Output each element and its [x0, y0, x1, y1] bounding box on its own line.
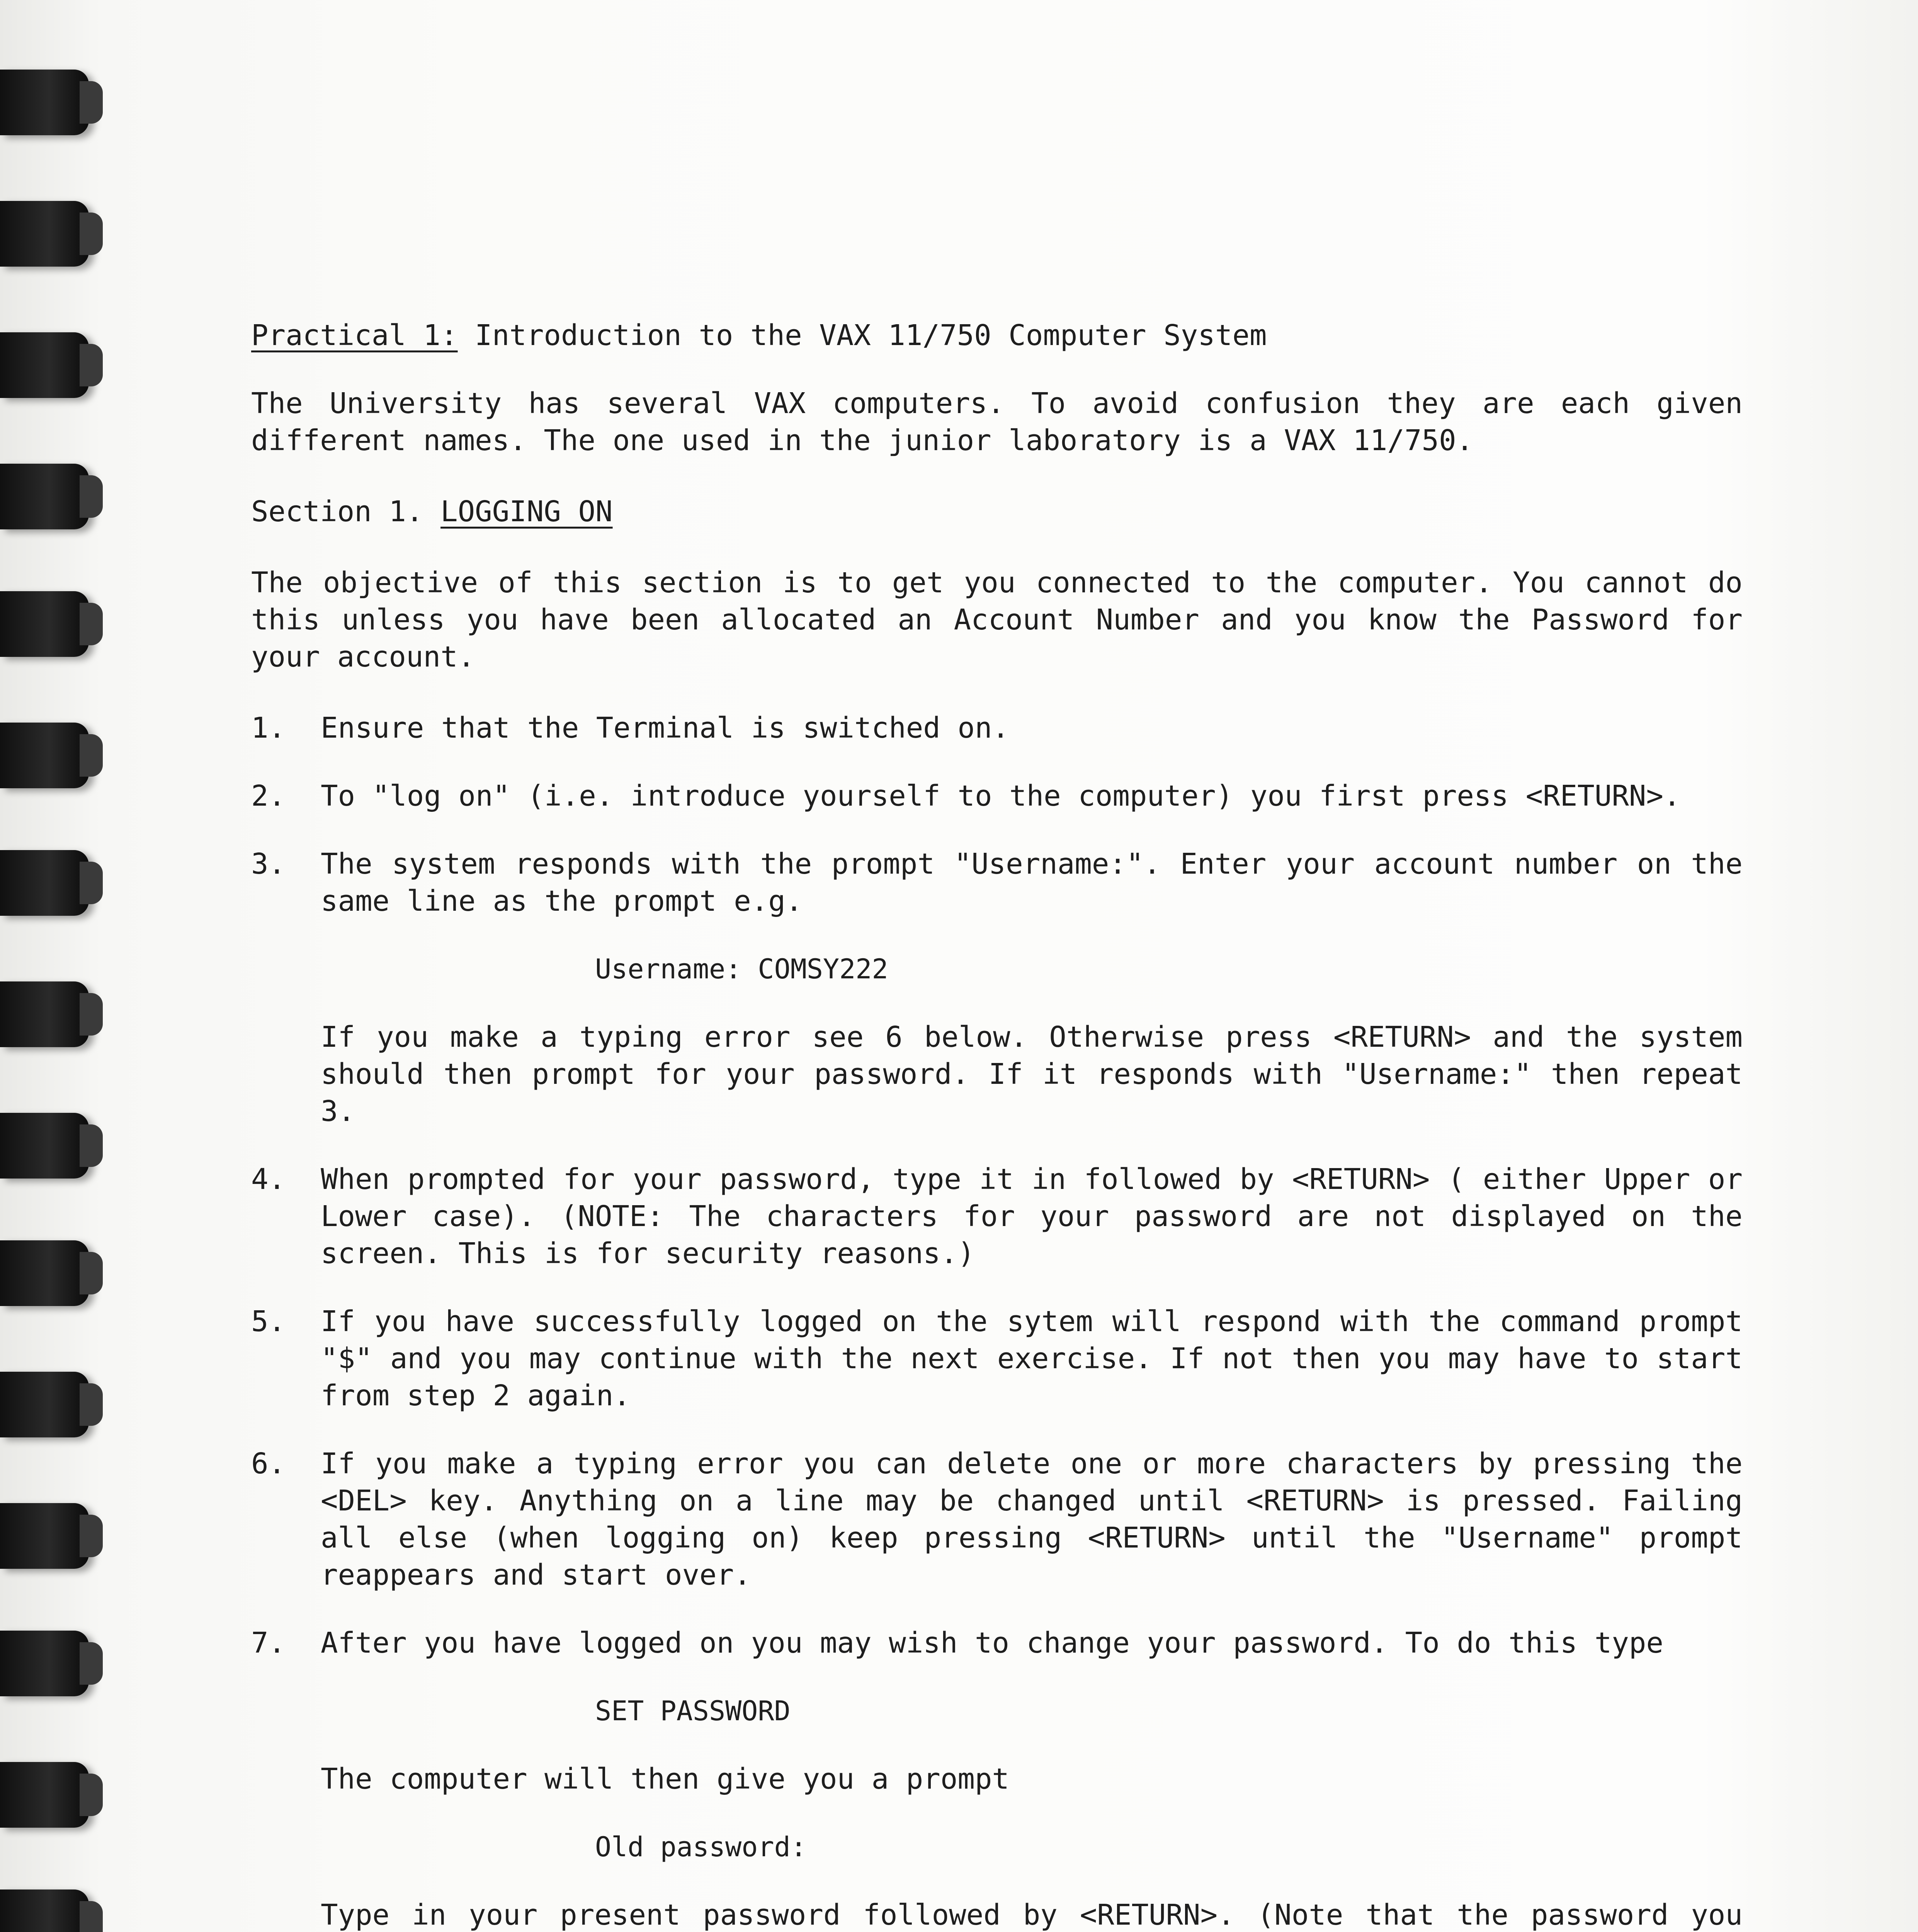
list-item [251, 709, 1743, 747]
binding-ring [0, 591, 89, 657]
binding-ring [0, 1372, 89, 1437]
binding-ring [0, 1889, 89, 1932]
list-item-text: After you have logged on you may wish to change your password. To do this type [321, 1626, 1664, 1660]
binding-ring [0, 1503, 89, 1569]
objective-paragraph: The objective of this section is to get you connected to the computer. You cannot do this unless you have been allocated an Account Number and you know the Password for your account. [251, 566, 1743, 673]
section-heading [251, 493, 1743, 530]
list-item-text: The system responds with the prompt "Username:". Enter your account number on the same line as the prompt e.g. [321, 847, 1743, 918]
username-example: Username: COMSY222 [595, 953, 888, 985]
list-item-number: 4. [251, 1163, 286, 1196]
binding-ring [0, 70, 89, 135]
binding-ring [0, 332, 89, 398]
list-item-number: 1. [251, 711, 286, 745]
list-item-number: 7. [251, 1626, 286, 1660]
set-password-command: SET PASSWORD [595, 1695, 791, 1727]
binding-ring [0, 850, 89, 916]
type-present-password: Type in your present password followed by <RETURN>. (Note that the password you [321, 1898, 1743, 1932]
practical-label: Practical 1: [251, 319, 458, 352]
binding-ring [0, 1240, 89, 1306]
binding-ring [0, 1631, 89, 1696]
list-item [251, 1624, 1743, 1662]
list-item [251, 1445, 1743, 1594]
list-item [251, 1161, 1743, 1272]
list-item-text: When prompted for your password, type it in followed by <RETURN> ( either Upper or Lower case). (NOTE: The characters for your password are not displayed on the screen. This is for security reasons.) [321, 1163, 1743, 1270]
binding-ring [0, 981, 89, 1047]
list-item-text: Ensure that the Terminal is switched on. [321, 711, 1010, 745]
list-item-number: 3. [251, 847, 286, 881]
binding-ring [0, 201, 89, 267]
old-password-prompt: Old password: [595, 1831, 807, 1863]
section-prefix: Section 1. [251, 495, 441, 528]
practical-title [251, 317, 1743, 354]
intro-paragraph: The University has several VAX computers. To avoid confusion they are each given different names. The one used in the junior laboratory is a VAX 11/750. [251, 387, 1743, 457]
list-item [251, 1303, 1743, 1414]
list-item-text: To "log on" (i.e. introduce yourself to the computer) you first press <RETURN>. [321, 779, 1681, 813]
document-body [251, 317, 1743, 1932]
practical-title-text: Introduction to the VAX 11/750 Computer System [457, 319, 1267, 352]
binding-ring [0, 723, 89, 788]
list-item [251, 845, 1743, 920]
list-item [251, 777, 1743, 815]
list-item-text: If you make a typing error you can delete one or more characters by pressing the <DEL> key. Anything on a line may be changed until <RETURN> is pressed. Failing all else (when logging on) keep pressing <RETURN> until the "Username" prompt reappears and start over. [321, 1447, 1743, 1592]
item3-followup: If you make a typing error see 6 below. Otherwise press <RETURN> and the system should then prompt for your password. If it responds with "Username:" then repeat 3. [321, 1020, 1743, 1128]
spiral-binding [0, 0, 116, 1932]
binding-ring [0, 1762, 89, 1828]
list-item-text: If you have successfully logged on the sytem will respond with the command prompt "$" and you may continue with the next exercise. If not then you may have to start from step 2 again. [321, 1305, 1743, 1412]
binding-ring [0, 464, 89, 529]
prompt-intro: The computer will then give you a prompt [321, 1762, 1010, 1796]
list-item-number: 2. [251, 779, 286, 813]
binding-ring [0, 1113, 89, 1179]
list-item-number: 5. [251, 1305, 286, 1338]
section-name: LOGGING ON [440, 495, 613, 528]
list-item-number: 6. [251, 1447, 286, 1480]
